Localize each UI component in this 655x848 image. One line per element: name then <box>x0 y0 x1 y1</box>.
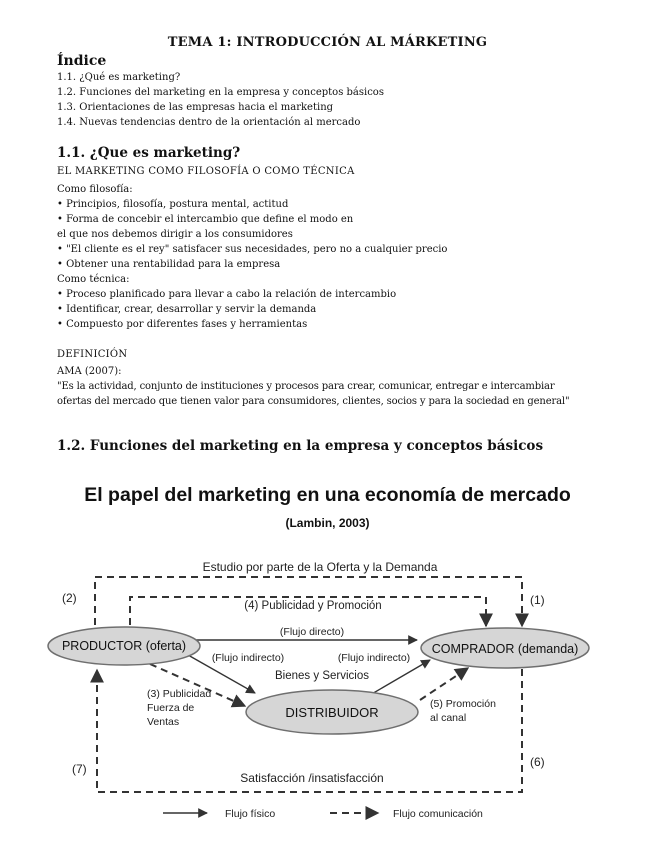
body-line: • Principios, filosofía, postura mental, actitud <box>57 199 289 210</box>
productor-label: PRODUCTOR (oferta) <box>61 639 187 653</box>
index-item: 1.3. Orientaciones de las empresas hacia el marketing <box>57 102 334 113</box>
legend-comunicacion-label: Flujo comunicación <box>393 808 483 820</box>
body-line: • "El cliente es el rey" satisfacer sus necesidades, pero no a cualquier precio <box>57 244 448 255</box>
satisfaccion-label: Satisfacción /insatisfacción <box>240 771 384 785</box>
figure-title: El papel del marketing en una economía de mercado <box>84 484 571 506</box>
page-title: TEMA 1: INTRODUCCIÓN AL MÁRKETING <box>167 35 488 50</box>
body-line: Como técnica: <box>57 274 130 285</box>
section-2-heading: 1.2. Funciones del marketing en la empresa y conceptos básicos <box>57 438 544 454</box>
index-item: 1.4. Nuevas tendencias dentro de la orientación al mercado <box>57 117 361 128</box>
publicidad-fuerza-label: Fuerza de <box>147 702 195 714</box>
body-line: • Obtener una rentabilidad para la empresa <box>57 259 281 270</box>
section-1-subheading: EL MARKETING COMO FILOSOFÍA O COMO TÉCNICA <box>57 166 355 177</box>
section-1-heading: 1.1. ¿Que es marketing? <box>57 145 241 161</box>
legend-fisico-label: Flujo físico <box>225 808 276 820</box>
distribuidor-label: DISTRIBUIDOR <box>285 705 379 720</box>
publicidad-label: (4) Publicidad y Promoción <box>244 600 382 612</box>
bienes-label: Bienes y Servicios <box>275 670 369 682</box>
flujo-indirecto-left-label: (Flujo indirecto) <box>211 652 285 664</box>
comprador-label: COMPRADOR (demanda) <box>431 642 579 656</box>
arrow-promocion-canal <box>420 668 468 700</box>
body-line: el que nos debemos dirigir a los consumidores <box>57 229 293 240</box>
publicidad-fuerza-label: Ventas <box>147 716 180 728</box>
index-item: 1.1. ¿Qué es marketing? <box>57 72 181 83</box>
body-line: • Identificar, crear, desarrollar y servir la demanda <box>57 304 317 315</box>
promocion-canal-label: al canal <box>430 712 467 724</box>
promocion-canal-label: (5) Promoción <box>430 698 496 710</box>
marker-7: (7) <box>72 762 87 776</box>
index-item: 1.2. Funciones del marketing en la empresa y conceptos básicos <box>57 87 384 98</box>
estudio-label: Estudio por parte de la Oferta y la Demanda <box>202 560 438 574</box>
flujo-directo-label: (Flujo directo) <box>279 626 345 638</box>
body-line: • Compuesto por diferentes fases y herramientas <box>57 319 308 330</box>
figure-subtitle: (Lambin, 2003) <box>285 516 370 530</box>
definition-heading: DEFINICIÓN <box>57 349 128 360</box>
body-line: • Forma de concebir el intercambio que define el modo en <box>57 214 354 225</box>
marker-2: (2) <box>62 591 77 605</box>
body-line: • Proceso planificado para llevar a cabo la relación de intercambio <box>57 289 397 300</box>
flujo-indirecto-right-label: (Flujo indirecto) <box>337 652 411 664</box>
body-line: Como filosofía: <box>57 184 133 195</box>
definition-source: AMA (2007): <box>57 366 122 377</box>
definition-line: ofertas del mercado que tienen valor para consumidores, clientes, socios y para la sociedad en general" <box>57 396 570 407</box>
definition-line: "Es la actividad, conjunto de instituciones y procesos para crear, comunicar, entregar e intercambiar <box>57 381 555 392</box>
marker-6: (6) <box>530 755 545 769</box>
publicidad-fuerza-label: (3) Publicidad <box>147 688 212 700</box>
arrow-distribuidor-comprador <box>370 660 430 695</box>
marker-1: (1) <box>530 593 545 607</box>
index-heading: Índice <box>57 53 107 69</box>
